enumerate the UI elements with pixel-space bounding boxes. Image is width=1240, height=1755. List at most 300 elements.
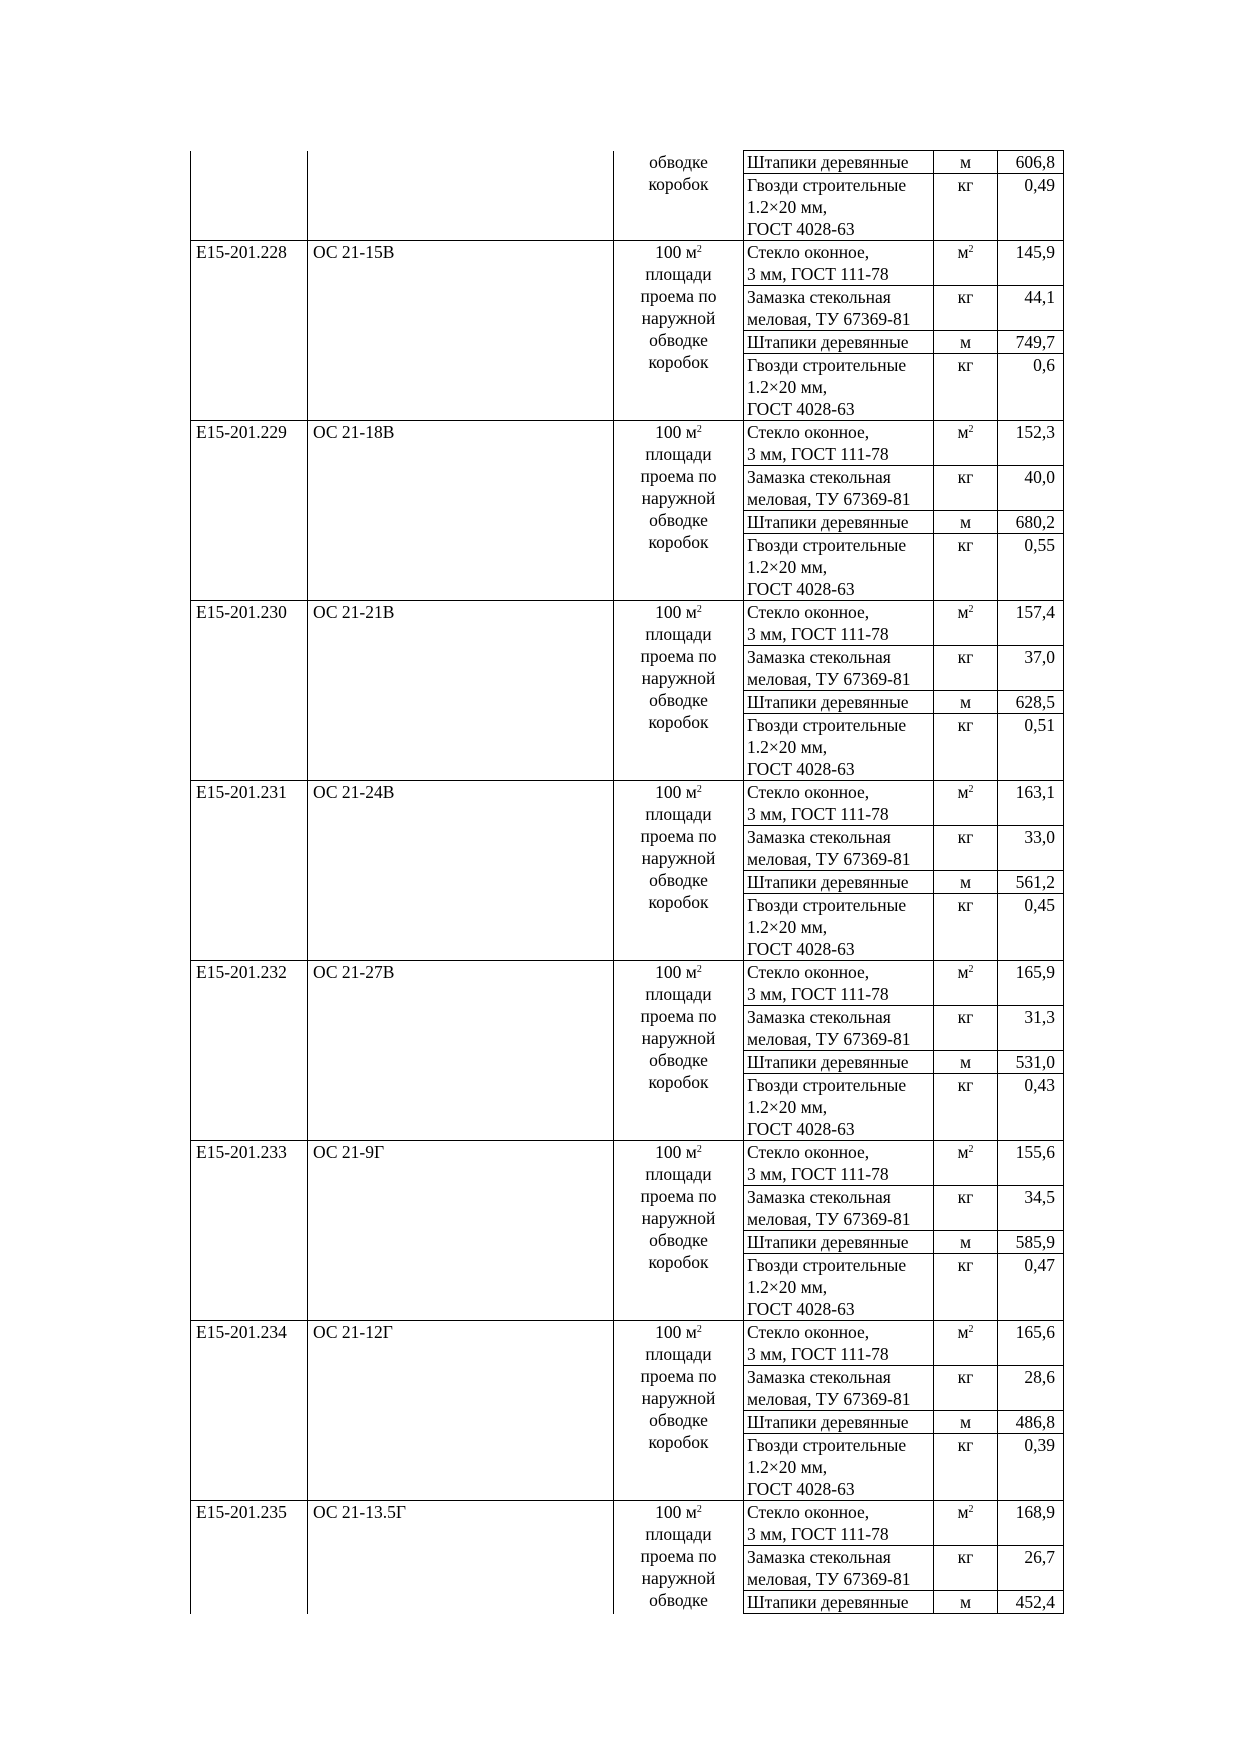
unit-line: 100 м bbox=[655, 602, 697, 622]
material-cell bbox=[744, 1546, 934, 1591]
code-cell: Е15-201.229 bbox=[191, 421, 308, 601]
material-cell bbox=[744, 534, 934, 601]
name-cell: ОС 21-9Г bbox=[308, 1141, 614, 1321]
unit-line: обводке bbox=[649, 1590, 708, 1610]
value-cell: 37,0 bbox=[998, 646, 1064, 691]
unit-text: м bbox=[957, 1142, 969, 1162]
material-line: меловая, ТУ 67369-81 bbox=[747, 849, 911, 869]
unit-line: обводке bbox=[649, 690, 708, 710]
unit-superscript: 2 bbox=[696, 1144, 702, 1155]
unit-of-measure-cell bbox=[614, 151, 744, 241]
unit-text: кг bbox=[957, 827, 974, 847]
unit-line: обводке bbox=[649, 1410, 708, 1430]
unit-line: 100 м bbox=[655, 242, 697, 262]
value-cell: 0,6 bbox=[998, 354, 1064, 421]
value-cell: 34,5 bbox=[998, 1186, 1064, 1231]
unit-text: м bbox=[959, 1592, 972, 1612]
unit-text: м bbox=[959, 1232, 972, 1252]
value-cell: 28,6 bbox=[998, 1366, 1064, 1411]
material-line: ГОСТ 4028-63 bbox=[747, 579, 855, 599]
material-line: Штапики деревянные bbox=[747, 1592, 909, 1612]
material-line: Стекло оконное, bbox=[747, 962, 870, 982]
value-cell: 680,2 bbox=[998, 511, 1064, 534]
unit-cell bbox=[934, 1546, 998, 1591]
material-line: ГОСТ 4028-63 bbox=[747, 219, 855, 239]
unit-cell bbox=[934, 1321, 998, 1366]
unit-of-measure-cell bbox=[614, 1501, 744, 1614]
material-line: Штапики деревянные bbox=[747, 152, 909, 172]
unit-text: м bbox=[959, 1052, 972, 1072]
unit-cell bbox=[934, 1074, 998, 1141]
unit-line: площади bbox=[645, 624, 712, 644]
unit-line: 100 м bbox=[655, 1322, 697, 1342]
unit-text: м bbox=[957, 962, 969, 982]
unit-superscript: 2 bbox=[696, 424, 702, 435]
material-line: Стекло оконное, bbox=[747, 242, 870, 262]
table-row bbox=[191, 1321, 1064, 1366]
table-row bbox=[191, 1141, 1064, 1186]
material-cell bbox=[744, 151, 934, 174]
unit-line: площади bbox=[645, 264, 712, 284]
unit-line: коробок bbox=[648, 1252, 709, 1272]
unit-cell bbox=[934, 1231, 998, 1254]
value-cell: 486,8 bbox=[998, 1411, 1064, 1434]
unit-cell bbox=[934, 1006, 998, 1051]
material-line: Замазка стекольная bbox=[747, 1367, 891, 1387]
unit-text: кг bbox=[957, 535, 974, 555]
unit-superscript: 2 bbox=[696, 784, 702, 795]
value-cell: 152,3 bbox=[998, 421, 1064, 466]
unit-line: площади bbox=[645, 1344, 712, 1364]
unit-text: м bbox=[959, 332, 972, 352]
material-cell bbox=[744, 1434, 934, 1501]
unit-cell bbox=[934, 286, 998, 331]
unit-line: наружной bbox=[641, 1568, 716, 1588]
unit-text: кг bbox=[957, 355, 974, 375]
material-cell bbox=[744, 1591, 934, 1614]
unit-line: проема по bbox=[640, 1006, 717, 1026]
material-line: меловая, ТУ 67369-81 bbox=[747, 1389, 911, 1409]
table-row bbox=[191, 241, 1064, 286]
material-line: 3 мм, ГОСТ 111-78 bbox=[747, 1164, 889, 1184]
unit-line: проема по bbox=[640, 1546, 717, 1566]
unit-cell bbox=[934, 781, 998, 826]
unit-line: проема по bbox=[640, 1186, 717, 1206]
material-cell bbox=[744, 511, 934, 534]
material-line: Стекло оконное, bbox=[747, 1142, 870, 1162]
unit-text: м bbox=[959, 872, 972, 892]
material-line: Гвозди строительные bbox=[747, 175, 907, 195]
value-cell: 44,1 bbox=[998, 286, 1064, 331]
material-line: 1.2×20 мм, bbox=[747, 1097, 828, 1117]
material-line: Штапики деревянные bbox=[747, 512, 909, 532]
material-line: 1.2×20 мм, bbox=[747, 377, 828, 397]
unit-line: коробок bbox=[648, 532, 709, 552]
unit-text: кг bbox=[957, 1547, 974, 1567]
unit-text: кг bbox=[957, 715, 974, 735]
material-line: ГОСТ 4028-63 bbox=[747, 399, 855, 419]
code-cell: Е15-201.231 bbox=[191, 781, 308, 961]
unit-line: 100 м bbox=[655, 422, 697, 442]
unit-line: коробок bbox=[648, 352, 709, 372]
unit-cell bbox=[934, 534, 998, 601]
value-cell: 585,9 bbox=[998, 1231, 1064, 1254]
material-line: 1.2×20 мм, bbox=[747, 557, 828, 577]
material-line: 3 мм, ГОСТ 111-78 bbox=[747, 984, 889, 1004]
name-cell: ОС 21-21В bbox=[308, 601, 614, 781]
unit-line: обводке bbox=[649, 510, 708, 530]
value-cell: 531,0 bbox=[998, 1051, 1064, 1074]
unit-line: площади bbox=[645, 444, 712, 464]
material-cell bbox=[744, 241, 934, 286]
unit-line: наружной bbox=[641, 1388, 716, 1408]
unit-line: обводке bbox=[649, 870, 708, 890]
material-line: Замазка стекольная bbox=[747, 467, 891, 487]
value-cell: 145,9 bbox=[998, 241, 1064, 286]
name-cell: ОС 21-12Г bbox=[308, 1321, 614, 1501]
unit-cell bbox=[934, 1411, 998, 1434]
unit-of-measure-cell bbox=[614, 1141, 744, 1321]
value-cell: 628,5 bbox=[998, 691, 1064, 714]
material-line: Штапики деревянные bbox=[747, 1232, 909, 1252]
unit-text: кг bbox=[957, 1187, 974, 1207]
table-row bbox=[191, 421, 1064, 466]
material-line: 1.2×20 мм, bbox=[747, 1457, 828, 1477]
material-line: Штапики деревянные bbox=[747, 332, 909, 352]
unit-line: обводке bbox=[649, 1230, 708, 1250]
material-line: Стекло оконное, bbox=[747, 422, 870, 442]
unit-superscript: 2 bbox=[968, 784, 974, 795]
name-cell: ОС 21-18В bbox=[308, 421, 614, 601]
unit-line: обводке bbox=[649, 1050, 708, 1070]
unit-line: обводке bbox=[649, 330, 708, 350]
material-line: Замазка стекольная bbox=[747, 1547, 891, 1567]
unit-text: кг bbox=[957, 1367, 974, 1387]
unit-cell bbox=[934, 601, 998, 646]
unit-line: проема по bbox=[640, 466, 717, 486]
unit-cell bbox=[934, 961, 998, 1006]
material-line: меловая, ТУ 67369-81 bbox=[747, 1209, 911, 1229]
unit-superscript: 2 bbox=[968, 1324, 974, 1335]
code-cell: Е15-201.234 bbox=[191, 1321, 308, 1501]
value-cell: 0,43 bbox=[998, 1074, 1064, 1141]
unit-cell bbox=[934, 714, 998, 781]
table-row bbox=[191, 961, 1064, 1006]
unit-text: кг bbox=[957, 1435, 974, 1455]
material-line: ГОСТ 4028-63 bbox=[747, 1479, 855, 1499]
unit-text: м bbox=[957, 1322, 969, 1342]
value-cell: 0,39 bbox=[998, 1434, 1064, 1501]
value-cell: 33,0 bbox=[998, 826, 1064, 871]
material-cell bbox=[744, 646, 934, 691]
material-cell bbox=[744, 781, 934, 826]
unit-cell bbox=[934, 241, 998, 286]
material-line: Гвозди строительные bbox=[747, 895, 907, 915]
unit-cell bbox=[934, 174, 998, 241]
material-cell bbox=[744, 1051, 934, 1074]
unit-line: наружной bbox=[641, 848, 716, 868]
material-cell bbox=[744, 601, 934, 646]
unit-cell bbox=[934, 871, 998, 894]
unit-text: кг bbox=[957, 1007, 974, 1027]
material-line: 1.2×20 мм, bbox=[747, 1277, 828, 1297]
value-cell: 606,8 bbox=[998, 151, 1064, 174]
material-line: 3 мм, ГОСТ 111-78 bbox=[747, 444, 889, 464]
material-cell bbox=[744, 871, 934, 894]
material-cell bbox=[744, 286, 934, 331]
material-line: меловая, ТУ 67369-81 bbox=[747, 489, 911, 509]
unit-cell bbox=[934, 691, 998, 714]
material-line: Замазка стекольная bbox=[747, 1187, 891, 1207]
value-cell: 155,6 bbox=[998, 1141, 1064, 1186]
unit-text: м bbox=[959, 692, 972, 712]
unit-superscript: 2 bbox=[696, 964, 702, 975]
unit-text: м bbox=[957, 422, 969, 442]
unit-superscript: 2 bbox=[968, 964, 974, 975]
value-cell: 0,49 bbox=[998, 174, 1064, 241]
code-cell bbox=[191, 151, 308, 241]
table-row bbox=[191, 781, 1064, 826]
unit-text: м bbox=[957, 1502, 969, 1522]
value-cell: 165,6 bbox=[998, 1321, 1064, 1366]
code-cell: Е15-201.235 bbox=[191, 1501, 308, 1614]
material-line: Замазка стекольная bbox=[747, 647, 891, 667]
material-cell bbox=[744, 1006, 934, 1051]
table-body bbox=[191, 151, 1064, 1614]
unit-of-measure-cell bbox=[614, 601, 744, 781]
unit-text: м bbox=[959, 512, 972, 532]
unit-line: наружной bbox=[641, 1208, 716, 1228]
unit-text: м bbox=[959, 1412, 972, 1432]
unit-line: наружной bbox=[641, 1028, 716, 1048]
unit-cell bbox=[934, 421, 998, 466]
unit-cell bbox=[934, 331, 998, 354]
material-line: Штапики деревянные bbox=[747, 1412, 909, 1432]
material-line: ГОСТ 4028-63 bbox=[747, 759, 855, 779]
material-line: Гвозди строительные bbox=[747, 1075, 907, 1095]
unit-cell bbox=[934, 646, 998, 691]
unit-cell bbox=[934, 1254, 998, 1321]
unit-text: кг bbox=[957, 895, 974, 915]
unit-superscript: 2 bbox=[968, 1504, 974, 1515]
unit-line: площади bbox=[645, 1524, 712, 1544]
unit-cell bbox=[934, 1434, 998, 1501]
unit-superscript: 2 bbox=[968, 244, 974, 255]
table-row bbox=[191, 1501, 1064, 1546]
material-cell bbox=[744, 826, 934, 871]
unit-cell bbox=[934, 1141, 998, 1186]
value-cell: 157,4 bbox=[998, 601, 1064, 646]
material-cell bbox=[744, 1411, 934, 1434]
unit-text: м bbox=[957, 242, 969, 262]
unit-line: 100 м bbox=[655, 962, 697, 982]
unit-line: проема по bbox=[640, 1366, 717, 1386]
material-cell bbox=[744, 894, 934, 961]
unit-line: площади bbox=[645, 1164, 712, 1184]
material-line: меловая, ТУ 67369-81 bbox=[747, 1569, 911, 1589]
material-line: 3 мм, ГОСТ 111-78 bbox=[747, 264, 889, 284]
material-line: Стекло оконное, bbox=[747, 1322, 870, 1342]
unit-superscript: 2 bbox=[696, 604, 702, 615]
material-cell bbox=[744, 354, 934, 421]
unit-line: наружной bbox=[641, 308, 716, 328]
unit-cell bbox=[934, 1591, 998, 1614]
material-line: 3 мм, ГОСТ 111-78 bbox=[747, 804, 889, 824]
unit-line: 100 м bbox=[655, 782, 697, 802]
material-line: Замазка стекольная bbox=[747, 827, 891, 847]
unit-line: площади bbox=[645, 804, 712, 824]
material-line: Гвозди строительные bbox=[747, 355, 907, 375]
material-line: Штапики деревянные bbox=[747, 872, 909, 892]
name-cell bbox=[308, 151, 614, 241]
unit-line: коробок bbox=[648, 173, 709, 194]
value-cell: 168,9 bbox=[998, 1501, 1064, 1546]
material-line: Гвозди строительные bbox=[747, 1255, 907, 1275]
code-cell: Е15-201.232 bbox=[191, 961, 308, 1141]
unit-line: коробок bbox=[648, 712, 709, 732]
unit-line: наружной bbox=[641, 668, 716, 688]
material-cell bbox=[744, 1186, 934, 1231]
unit-cell bbox=[934, 1501, 998, 1546]
material-cell bbox=[744, 1501, 934, 1546]
unit-of-measure-cell bbox=[614, 241, 744, 421]
unit-superscript: 2 bbox=[968, 1144, 974, 1155]
unit-line: проема по bbox=[640, 646, 717, 666]
table-row bbox=[191, 601, 1064, 646]
value-cell: 0,45 bbox=[998, 894, 1064, 961]
name-cell: ОС 21-24В bbox=[308, 781, 614, 961]
material-line: меловая, ТУ 67369-81 bbox=[747, 309, 911, 329]
unit-of-measure-cell bbox=[614, 961, 744, 1141]
unit-of-measure-cell bbox=[614, 1321, 744, 1501]
unit-of-measure-cell bbox=[614, 781, 744, 961]
material-cell bbox=[744, 466, 934, 511]
unit-text: кг bbox=[957, 467, 974, 487]
unit-superscript: 2 bbox=[696, 1504, 702, 1515]
material-cell bbox=[744, 421, 934, 466]
unit-line: 100 м bbox=[655, 1142, 697, 1162]
value-cell: 749,7 bbox=[998, 331, 1064, 354]
unit-text: кг bbox=[957, 1255, 974, 1275]
unit-text: кг bbox=[957, 647, 974, 667]
unit-superscript: 2 bbox=[696, 1324, 702, 1335]
unit-line: проема по bbox=[640, 286, 717, 306]
unit-cell bbox=[934, 826, 998, 871]
material-line: Стекло оконное, bbox=[747, 602, 870, 622]
unit-line: 100 м bbox=[655, 1502, 697, 1522]
unit-text: м bbox=[959, 152, 972, 172]
material-line: Штапики деревянные bbox=[747, 692, 909, 712]
material-line: 1.2×20 мм, bbox=[747, 917, 828, 937]
material-line: 3 мм, ГОСТ 111-78 bbox=[747, 1344, 889, 1364]
value-cell: 40,0 bbox=[998, 466, 1064, 511]
material-line: ГОСТ 4028-63 bbox=[747, 939, 855, 959]
material-line: 1.2×20 мм, bbox=[747, 197, 828, 217]
material-cell bbox=[744, 331, 934, 354]
value-cell: 0,47 bbox=[998, 1254, 1064, 1321]
material-line: ГОСТ 4028-63 bbox=[747, 1299, 855, 1319]
unit-cell bbox=[934, 511, 998, 534]
material-cell bbox=[744, 1231, 934, 1254]
unit-of-measure-cell bbox=[614, 421, 744, 601]
unit-line: площади bbox=[645, 984, 712, 1004]
value-cell: 561,2 bbox=[998, 871, 1064, 894]
value-cell: 26,7 bbox=[998, 1546, 1064, 1591]
material-cell bbox=[744, 174, 934, 241]
material-line: Замазка стекольная bbox=[747, 287, 891, 307]
material-line: 3 мм, ГОСТ 111-78 bbox=[747, 1524, 889, 1544]
material-cell bbox=[744, 1141, 934, 1186]
material-line: Гвозди строительные bbox=[747, 535, 907, 555]
unit-text: м bbox=[957, 602, 969, 622]
name-cell: ОС 21-27В bbox=[308, 961, 614, 1141]
unit-text: м bbox=[957, 782, 969, 802]
unit-cell bbox=[934, 1051, 998, 1074]
material-line: Стекло оконное, bbox=[747, 782, 870, 802]
material-line: Гвозди строительные bbox=[747, 715, 907, 735]
material-cell bbox=[744, 1321, 934, 1366]
unit-superscript: 2 bbox=[696, 244, 702, 255]
value-cell: 165,9 bbox=[998, 961, 1064, 1006]
unit-line: наружной bbox=[641, 488, 716, 508]
material-line: 3 мм, ГОСТ 111-78 bbox=[747, 624, 889, 644]
material-line: 1.2×20 мм, bbox=[747, 737, 828, 757]
material-norms-table bbox=[190, 150, 1064, 1614]
unit-line: коробок bbox=[648, 1072, 709, 1092]
material-line: меловая, ТУ 67369-81 bbox=[747, 1029, 911, 1049]
code-cell: Е15-201.230 bbox=[191, 601, 308, 781]
material-cell bbox=[744, 1254, 934, 1321]
material-line: ГОСТ 4028-63 bbox=[747, 1119, 855, 1139]
material-line: Гвозди строительные bbox=[747, 1435, 907, 1455]
unit-superscript: 2 bbox=[968, 604, 974, 615]
material-cell bbox=[744, 1074, 934, 1141]
unit-line: обводке bbox=[649, 151, 708, 172]
value-cell: 0,51 bbox=[998, 714, 1064, 781]
code-cell: Е15-201.228 bbox=[191, 241, 308, 421]
unit-cell bbox=[934, 1366, 998, 1411]
material-line: Замазка стекольная bbox=[747, 1007, 891, 1027]
name-cell: ОС 21-13.5Г bbox=[308, 1501, 614, 1614]
value-cell: 0,55 bbox=[998, 534, 1064, 601]
material-cell bbox=[744, 961, 934, 1006]
unit-cell bbox=[934, 354, 998, 421]
unit-text: кг bbox=[957, 287, 974, 307]
code-cell: Е15-201.233 bbox=[191, 1141, 308, 1321]
unit-superscript: 2 bbox=[968, 424, 974, 435]
table-row bbox=[191, 151, 1064, 174]
unit-line: коробок bbox=[648, 1432, 709, 1452]
unit-line: проема по bbox=[640, 826, 717, 846]
unit-line: коробок bbox=[648, 892, 709, 912]
unit-cell bbox=[934, 894, 998, 961]
unit-cell bbox=[934, 151, 998, 174]
value-cell: 452,4 bbox=[998, 1591, 1064, 1614]
unit-text: кг bbox=[957, 175, 974, 195]
material-line: Стекло оконное, bbox=[747, 1502, 870, 1522]
material-cell bbox=[744, 691, 934, 714]
name-cell: ОС 21-15В bbox=[308, 241, 614, 421]
value-cell: 163,1 bbox=[998, 781, 1064, 826]
material-cell bbox=[744, 1366, 934, 1411]
material-line: меловая, ТУ 67369-81 bbox=[747, 669, 911, 689]
unit-cell bbox=[934, 1186, 998, 1231]
material-cell bbox=[744, 714, 934, 781]
unit-text: кг bbox=[957, 1075, 974, 1095]
value-cell: 31,3 bbox=[998, 1006, 1064, 1051]
material-line: Штапики деревянные bbox=[747, 1052, 909, 1072]
unit-cell bbox=[934, 466, 998, 511]
